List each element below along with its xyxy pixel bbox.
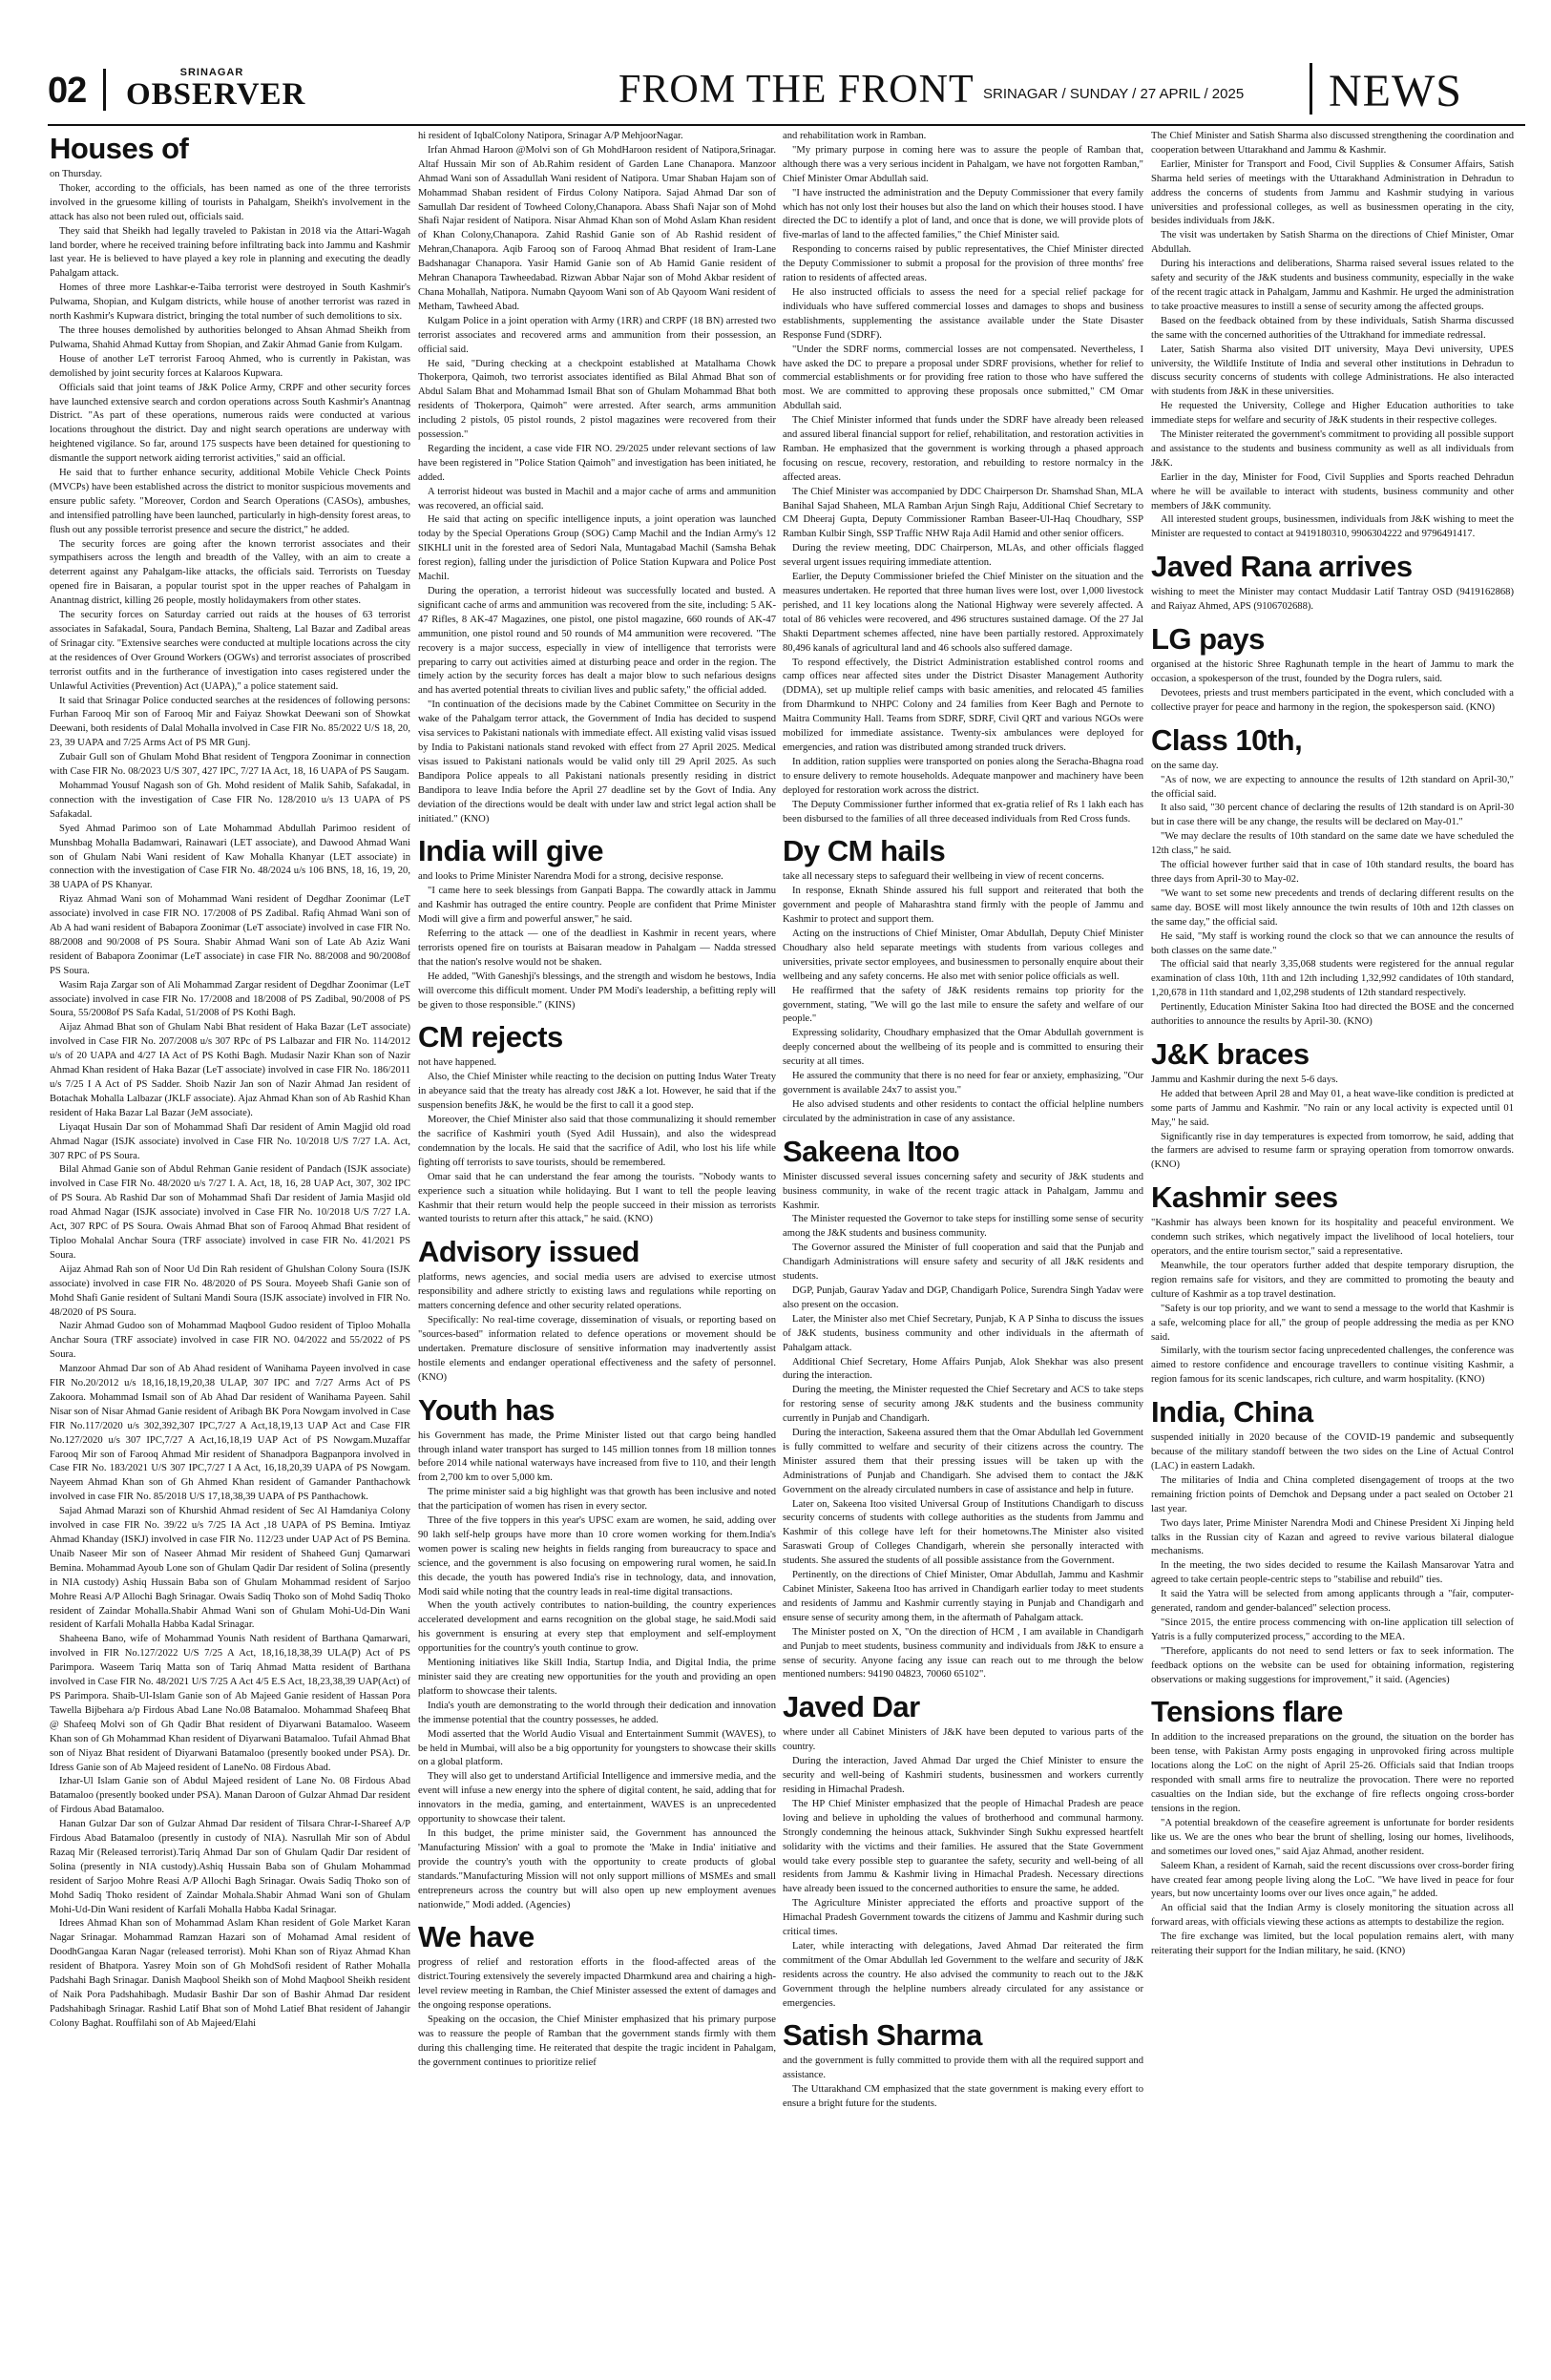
article	[50, 132, 410, 2032]
article-paragraph: Two days later, Prime Minister Narendra Modi and Chinese President Xi Jinping held talks in the Russian city of Kazan and agreed to revive various bilateral dialogue mechanisms.	[1151, 1517, 1514, 1557]
article-paragraph: on Thursday.	[50, 169, 103, 179]
article-paragraph: The Minister posted on X, "On the direction of HCM , I am available in Chandigarh and Punjab to meet students, business community and individuals from J&K to ensure a sense of security. Anyone facing any issue can reach out to me through the below mentioned numbers: 94190 04823, 70060 65102".	[783, 1626, 1143, 1681]
article-headline: India, China	[1151, 1395, 1313, 1430]
masthead-divider	[103, 69, 106, 111]
article-paragraph: "I came here to seek blessings from Ganpati Bappa. The cowardly attack in Jammu and Kashmir has outraged the entire country. People are confident that Prime Minister Modi will give a firm and powerful answer," he said.	[418, 886, 776, 926]
article-paragraph: The security forces on Saturday carried out raids at the houses of 63 terrorist associates in Safakadal, Soura, Pandach Bemina, Shalteng, Lal Bazar and Zadibal areas of Srinagar city. "Extensive searches were conducted at multiple locations across the city at the residences of Over Ground Workers (OGWs) and terrorist associates of proscribed terrorist outfits and in the furtherance of investigation into cases registered under the Unlawful Activities (Prevention) Act (UAPA)," a police statement said.	[50, 610, 410, 692]
article-paragraph: Moreover, the Chief Minister also said that those communalizing it should remember the sacrifice of Kashmiri youth (Syed Adil Hussain), and also the widespread condemnation by the locals. He said that the sacrifice of Adil, who lost his life while fighting off terrorists to save tourists, should be remembered.	[418, 1115, 776, 1168]
article-paragraph: Idrees Ahmad Khan son of Mohammad Aslam Khan resident of Gole Market Karan Nagar Srinagar. Mohammad Ramzan Hazari son of Mohamad Amal resident of DoodhGangaa Karan Nagar (released terrorist). Mohi Khan son of Riyaz Ahmad Khan resident of Bhatpora. Yasrey Moin son of Gh MohdSofi resident of Rather Mohalla Padshahi Bagh Srinagar. Danish Maqbool Sheikh son of Mohd Maqbool Sheikh resident of Naik Pora Padshahibagh. Mudasir Bashir Dar son of Bashir Ahmad Dar resident Padshahibagh Srinagar. Rashid Latif Bhat son of Mohd Latief Bhat resident of Jahangir Colony Baghat. Rouffilahi son of Ab Majeed/Elahi	[50, 1918, 410, 2029]
brand-name: OBSERVER	[126, 77, 306, 112]
article-paragraph: "Safety is our top priority, and we want to send a message to the world that Kashmir is a safe, welcoming place for all," the group of people addressing the media as per KNO said.	[1151, 1303, 1514, 1343]
dateline: SRINAGAR / SUNDAY / 27 APRIL / 2025	[983, 86, 1245, 102]
article-paragraph: platforms, news agencies, and social media users are advised to exercise utmost responsibility and adhere strictly to existing laws and regulations while reporting on matters concerning defence and other security related operations.	[418, 1272, 776, 1312]
article-paragraph: When the youth actively contributes to nation-building, the country experiences accelerated development and earns recognition on the global stage, he said.Modi said his government is ensuring at every step that employment and self-employment opportunities for the country's youth continue to grow.	[418, 1600, 776, 1655]
article-paragraph: progress of relief and restoration efforts in the flood-affected areas of the district.Touring extensively the severely impacted Dharmkund area and chairing a high-level review meeting in Ramban, the Chief Minister assessed the extent of damages and the ongoing response operations.	[418, 1957, 776, 2012]
article-paragraph: The prime minister said a big highlight was that growth has been inclusive and noted that the participation of women has risen in every sector.	[418, 1487, 776, 1513]
article-paragraph: The Minister reiterated the government's commitment to providing all possible support and assistance to the students and business community as well as all individuals from J&K.	[1151, 429, 1514, 469]
column-1	[50, 130, 410, 2344]
article-paragraph: "Since 2015, the entire process commencing with on-line application till selection of Yatris is a fully computerized process," according to the MEA.	[1151, 1617, 1514, 1642]
article-paragraph: It said the Yatra will be selected from among applicants through a "fair, computer-generated, random and gender-balanced" selection process.	[1151, 1589, 1514, 1615]
article-paragraph: Pertinently, on the directions of Chief Minister, Omar Abdullah, Jammu and Kashmir Cabinet Minister, Sakeena Itoo has arrived in Chandigarh earlier today to meet students and residents of Jammu and Kashmir currently staying in Punjab and Chandigarh and ensure sense of security among them, in the aftermath of Pahalgam attack.	[783, 1570, 1143, 1623]
article	[1151, 723, 1514, 1030]
article-paragraph: India's youth are demonstrating to the world through their dedication and innovation the immense potential that the country possesses, he added.	[418, 1700, 776, 1725]
article-paragraph: Three of the five toppers in this year's UPSC exam are women, he said, adding over 90 lakh self-help groups have more than 10 crore women working for them.India's women power is scaling new heights in fields ranging from bureaucracy to space and science, and the government is also focusing on empowering rural women, he said.In this decade, the youth has powered India's rise in technology, data, and innovation, Modi said while noting that the country leads in real-time digital transactions.	[418, 1515, 776, 1597]
article	[1151, 550, 1514, 615]
article-paragraph: Acting on the instructions of Chief Minister, Omar Abdullah, Deputy Chief Minister Choudhary also held separate meetings with students from various colleges and universities, private sector employees, and businessmen to personally enquire about their wellbeing and any safety concerns. He also met with senior police officials as well.	[783, 929, 1143, 982]
article-paragraph: He added that between April 28 and May 01, a heat wave-like condition is predicted at some parts of Jammu and Kashmir. "No rain or any local activity is expected until 01 May," he said.	[1151, 1088, 1514, 1128]
article-paragraph: A terrorist hideout was busted in Machil and a major cache of arms and ammunition was recovered, an official said.	[418, 486, 776, 511]
article-paragraph: Mohammad Yousuf Nagash son of Gh. Mohd resident of Malik Sahib, Safakadal, in connection with the investigation of Case FIR No. 128/2010 u/s 13 UAPA of PS Safakadal.	[50, 780, 410, 820]
article-paragraph: Regarding the incident, a case vide FIR NO. 29/2025 under relevant sections of law have been registered in "Police Station Qaimoh" and investigation has been initiated, he added.	[418, 443, 776, 483]
article-paragraph: Modi asserted that the World Audio Visual and Entertainment Summit (WAVES), to be held in Mumbai, will also be a big opportunity for youngsters to showcase their skills on a global platform.	[418, 1728, 776, 1768]
article-paragraph: To respond effectively, the District Administration established control rooms and camp offices near affected sites under the District Disaster Management Authority (DDMA), set up multiple relief camps with basic amenities, and relocated 45 families from Dharmkund to NHPC Colony and 24 families from Keer Bagh and Pernote to Maitra Community Hall. Teams from SDRF, SDRF, Civil QRT and various NGOs were mobilized for immediate assistance. Twenty-six ambulances were deployed for emergencies, and ration was distributed among stranded truck drivers.	[783, 657, 1143, 753]
article-paragraph: Liyaqat Husain Dar son of Mohammad Shafi Dar resident of Amin Magjid old road Ahmad Nagar (ISJK associate) involved in Case FIR No. 10/2018 U/S 7/27 I.A. Act, 307 RPC of PS Soura.	[50, 1121, 410, 1161]
article	[418, 1020, 776, 1227]
article-paragraph: The security forces are going after the known terrorist associates and their sympathisers across the length and breadth of the Valley, with an aim to create a deterrent against any Pahalgam-like attacks, the officials said. Terrorists on Tuesday opened fire in Baisaran, a popular tourist spot in the upper reaches of Pahalgam in Anantnag district, killing 26 people, mostly holidaymakers from other states.	[50, 538, 410, 607]
article-paragraph: Pertinently, Education Minister Sakina Itoo had directed the BOSE and the concerned authorities to announce the results by April-30. (KNO)	[1151, 1002, 1514, 1028]
article-paragraph: He said, "During checking at a checkpoint established at Matalhama Chowk Thokerpora, Qaimoh, two terrorist associates identified as Bilal Ahmad Bhat son of Abdul Salam Bhat and Mohammad Ismail Bhat son of Ghulam Mohammad Bhat both residents of Thokerpora, Qaimoh" were arrested. After search, arms ammunition including 2 pistols, 05 pistol rounds, 2 pistol magazines were recovered from their possession."	[418, 358, 776, 441]
article-paragraph: and the government is fully committed to provide them with all the required support and assistance.	[783, 2056, 1143, 2081]
article-paragraph: The Chief Minister and Satish Sharma also discussed strengthening the coordination and cooperation between Uttarakhand and Jammu & Kashmir.	[1151, 131, 1514, 156]
article-paragraph: Aijaz Ahmad Bhat son of Ghulam Nabi Bhat resident of Haka Bazar (LeT associate) involved in Case FIR No. 207/2008 u/s 307 RPc of PS Lalbazar and FIR No. 114/2012 u/s of 20 UAPA and 4/27 IA Act of PS Kothi Bagh. Mudasir Nazir Khan son of Nazir Ahmad Khan resident of Haka Bazar (LeT associate) involved in case FIR No. 186/2011 u/s 7/25 I A Act of PS Sadder. Shoib Nazir Jan son of Nazir Ahmad Jan resident of Botachak Mohalla Lalbazar (JKLF associate). Ajaz Ahmad Khan son of Ab Rashid Khan resident of Haka Bazar Lal Bazar (JeM associate).	[50, 1022, 410, 1118]
article-paragraph: suspended initially in 2020 because of the COVID-19 pandemic and subsequently because of the military standoff between the two sides on the Line of Actual Control (LAC) in eastern Ladakh.	[1151, 1432, 1514, 1472]
article-paragraph: where under all Cabinet Ministers of J&K have been deputed to various parts of the country.	[783, 1727, 1143, 1753]
article-paragraph: and rehabilitation work in Ramban.	[783, 131, 927, 141]
article-paragraph: An official said that the Indian Army is closely monitoring the situation across all forward areas, with officials viewing these actions as attempts to destabilize the region.	[1151, 1903, 1514, 1929]
article-paragraph: Also, the Chief Minister while reacting to the decision on putting Indus Water Treaty in abeyance said that the treaty has already cost J&K a lot. However, he said that if the suspension benefits J&K, he would be the first to call it a good step.	[418, 1072, 776, 1112]
article-paragraph: Thoker, according to the officials, has been named as one of the three terrorists involved in the gruesome killing of tourists in Pahalgam, Sheikh's involvement in the attack has also not been ruled out, officials said.	[50, 182, 410, 222]
article-paragraph: Devotees, priests and trust members participated in the event, which concluded with a collective prayer for peace and harmony in the region, the spokesperson said. (KNO)	[1151, 687, 1514, 713]
article-paragraph: Jammu and Kashmir during the next 5-6 days.	[1151, 1074, 1338, 1085]
article-paragraph: He added, "With Ganeshji's blessings, and the strength and wisdom he bestows, India will overcome this difficult moment. Under PM Modi's leadership, a befitting reply will be given to those responsible." (KINS)	[418, 971, 776, 1011]
article-paragraph: "In continuation of the decisions made by the Cabinet Committee on Security in the wake of the Pahalgam terror attack, the Government of India has decided to suspend visa services to Pakistani nationals with immediate effect. All existing valid visas issued by India to Pakistani nationals stand revoked with effect from 27 April 2025. Medical visas issued to Pakistani nationals would be valid only till 29 April 2025. As such Bandipora Police appeals to all Pakistani nationals presently residing in district Bandipora to leave India before the April 27 deadline set by the Govt of India. Any deviation of the directions would be dealt with under law and strict legal action shall be initiated." (KNO)	[418, 699, 776, 825]
article-paragraph: Homes of three more Lashkar-e-Taiba terrorist were destroyed in South Kashmir's Pulwama, Shopian, and Kulgam districts, while house of another terrorist was razed in north Kashmir's Kupwara district, bringing the total number of such demolitions to six.	[50, 282, 410, 323]
article-paragraph: The Chief Minister informed that funds under the SDRF have already been released and assured liberal financial support for relief, rehabilitation, and restoration activities in Ramban. He emphasized that the government is working through a phased approach focusing on rescue, recovery, restoration, and rebuilding to restore normalcy in the affected areas.	[783, 415, 1143, 483]
section-tag: NEWS	[1329, 66, 1462, 116]
article-paragraph: The militaries of India and China completed disengagement of troops at the two remaining friction points of Demchok and Depsang under a pact sealed on October 21 last year.	[1151, 1474, 1514, 1514]
article-paragraph: Earlier, Minister for Transport and Food, Civil Supplies & Consumer Affairs, Satish Sharma held series of meetings with the Uttarakhand Administration in Dehradun to address the concerns of students from Jammu and Kashmir studying in various universities and professional colleges, as well as businessmen operating in the city, besides individuals from J&K.	[1151, 158, 1514, 227]
article	[783, 834, 1143, 1126]
article-headline: Javed Dar	[783, 1690, 920, 1724]
article-headline: India will give	[418, 834, 604, 868]
column-3	[783, 130, 1143, 2344]
article-paragraph: He assured the community that there is no need for fear or anxiety, emphasizing, "Our government is available 24x7 to assist you."	[783, 1071, 1143, 1096]
article-paragraph: "We may declare the results of 10th standard on the same date we have scheduled the 12th class," he said.	[1151, 831, 1514, 857]
article-paragraph: Omar said that he can understand the fear among the tourists. "Nobody wants to experience such a situation while holidaying. But I want to tell the people leaving Kashmir that their return would help the people succeed in their mission as terrorists wanted tourists to return after this attack," he said. (KNO)	[418, 1171, 776, 1225]
article-paragraph: They said that Sheikh had legally traveled to Pakistan in 2018 via the Attari-Wagah land border, where he received training before infiltrating back into Jammu and Kashmir last year. He is believed to have played a key role in planning and executing the deadly Pahalgam attack.	[50, 225, 410, 280]
article-paragraph: Saleem Khan, a resident of Karnah, said the recent discussions over cross-border firing have created fear among people living along the LoC. "We have lived in peace for four years, but now uncertainty looms over our lives once again," he added.	[1151, 1860, 1514, 1900]
article-headline: Youth has	[418, 1392, 555, 1427]
article	[783, 2018, 1143, 2112]
article	[1151, 130, 1514, 542]
article-paragraph: It said that Srinagar Police conducted searches at the residences of following persons: Furhan Farooq Mir son of Farooq Mir and Faiyaz Showkat Deewani son of Showkat Deewani, both residents of Dalal Mohalla involved in Case FIR No. 85/2022 U/S 18, 20, 23, 39 UAPA and 7/25 Arms Act of PS MR Gunj.	[50, 695, 410, 749]
article-paragraph: In response, Eknath Shinde assured his full support and reiterated that both the government and people of Maharashtra stand firmly with the people of Jammu and Kashmir to protect and support them.	[783, 886, 1143, 926]
article-paragraph: Additional Chief Secretary, Home Affairs Punjab, Alok Shekhar was also present during the interaction.	[783, 1356, 1143, 1382]
article-paragraph: "I have instructed the administration and the Deputy Commissioner that every family which has not only lost their houses but also the land on which their houses stood. I have directed the DC to identify a plot of land, and once that is done, we will provide plots of five-marlas of land to the affected families," the Chief Minister said.	[783, 187, 1143, 241]
article-paragraph: The Governor assured the Minister of full cooperation and said that the Punjab and Chandigarh Administrations will ensure safety and security of all J&K residents and students.	[783, 1242, 1143, 1283]
article-paragraph: DGP, Punjab, Gaurav Yadav and DGP, Chandigarh Police, Surendra Singh Yadav were also present on the occasion.	[783, 1284, 1143, 1310]
article-paragraph: Later, Satish Sharma also visited DIT university, Maya Devi university, UPES university, the Wildlife Institute of India and several other institutions in Dehradun to discuss security concerns of students with college Administrations. He also interacted with students from J&K in these universities.	[1151, 344, 1514, 398]
article-headline: Tensions flare	[1151, 1695, 1343, 1729]
article-paragraph: The official however further said that in case of 10th standard results, the board has three days from April-30 to May-02.	[1151, 860, 1514, 885]
article-paragraph: Specifically: No real-time coverage, dissemination of visuals, or reporting based on "sources-based" information related to defence operations or movement should be undertaken. Premature disclosure of sensitive information may inadvertently assist hostile elements and endanger operational effectiveness and the safety of personnel. (KNO)	[418, 1315, 776, 1383]
brand-logo	[126, 67, 306, 112]
article-paragraph: Izhar-Ul Islam Ganie son of Abdul Majeed resident of Lane No. 08 Firdous Abad Batamaloo (presently booked under PSA). Manan Daroon of Gulzar Ahmad Dar resident of Firdous Abad Batamaloo.	[50, 1776, 410, 1816]
article-paragraph: Earlier, the Deputy Commissioner briefed the Chief Minister on the situation and the measures undertaken. He reported that three human lives were lost, over 1,000 livestock perished, and 11 key locations along the National Highway were severely affected. A total of 86 vehicles were recovered, and 496 structures sustained damage. Of the 27 Jal Shakti Department schemes affected, nine have been partially restored. Approximately 80,496 kanals of agricultural land and 46 schools also suffered damage.	[783, 572, 1143, 654]
article-paragraph: All interested student groups, businessmen, individuals from J&K wishing to meet the Minister are requested to contact at 9419180310, 9906304222 and 9796491417.	[1151, 514, 1514, 540]
article-headline: Class 10th,	[1151, 722, 1303, 757]
article	[1151, 1695, 1514, 1959]
article-paragraph: He also advised students and other residents to contact the official helpline numbers circulated by the administration in case of any assistance.	[783, 1098, 1143, 1124]
article-paragraph: take all necessary steps to safeguard their wellbeing in view of recent concerns.	[783, 871, 1104, 883]
article-paragraph: In the meeting, the two sides decided to resume the Kailash Mansarovar Yatra and agreed to take certain people-centric steps to "stabilise and rebuild" ties.	[1151, 1560, 1514, 1586]
article-paragraph: Earlier in the day, Minister for Food, Civil Supplies and Sports reached Dehradun where he will be available to interact with students, business community and other members of J&K community.	[1151, 471, 1514, 511]
article	[1151, 1180, 1514, 1388]
article-paragraph: Wasim Raja Zargar son of Ali Mohammad Zargar resident of Degdhar Zoonimar (LeT associate) involved in case FIR No. 17/2008 and 18/2008 of PS Zadibal, 90/2008 of PS Soura, 55/2008of PS Safa Kadal, 51/2008 of PS Kothi Bagh.	[50, 979, 410, 1019]
article-paragraph: Officials said that joint teams of J&K Police Army, CRPF and other security forces have launched extensive search and cordon operations across South Kashmir's Anantnag District. "As part of these operations, numerous raids were conducted at various locations throughout the district. Day and night search operations are underway with heightened vigilance. So far, around 175 suspects have been detained for questioning to dismantle the support network aiding terrorist activities," said an official.	[50, 382, 410, 465]
article	[418, 834, 776, 1013]
article-paragraph: Aijaz Ahmad Rah son of Noor Ud Din Rah resident of Ghulshan Colony Soura (ISJK associate) involved in case FIR No. 48/2020 of PS Soura. Moyeeb Shafi Ganie son of Mohd Shafi Ganie resident of Sultani Mandi Soura (ISJK associate) involved in FIR No. 48/2020 of PS Soura.	[50, 1263, 410, 1318]
article-headline: Kashmir sees	[1151, 1180, 1338, 1215]
article-paragraph: on the same day.	[1151, 760, 1219, 771]
article-paragraph: Riyaz Ahmad Wani son of Mohammad Wani resident of Degdhar Zoonimar (LeT associate) involved in case FIR NO. 17/2008 of PS Zadibal. Rafiq Ahmad Wani son of Ab A had wani resident of Babapora Zoonimar (LeT associate) involved in case FIR No. 88/2008 and 90/2008 of PS Soura. Shabir Ahmad Wani son of Late Ab Aziz Wani resident of Babapora Zoonimar (LeT associate) in case FIR No. 88/2008 and 90/2008of PS Soura.	[50, 894, 410, 976]
article	[418, 1920, 776, 2070]
article	[783, 1135, 1143, 1683]
article-paragraph: The fire exchange was limited, but the local population remains alert, with many reiterating their support for the Indian military, he said. (KNO)	[1151, 1931, 1514, 1957]
article-paragraph: Referring to the attack — one of the deadliest in Kashmir in recent years, where terrorists opened fire on tourists at Baisaran meadow in Pahalgam — Nadda stressed that the nation's resolve would not be shaken.	[418, 929, 776, 968]
article-paragraph: Shaheena Bano, wife of Mohammad Younis Nath resident of Barthana Qamarwari, involved in FIR No.127/2022 U/S 7/25 A Act, 18,16,18,38,39 ULA(P) Act of PS Parimpora. Waseem Tariq Matta son of Tariq Ahmad Matta resident of Barthana involved in Case FIR No. 48/2021 U/S 7/25 A Act 4/5 E.S Act, 18,23,38,39 UAP(Act) of PS Parimpora. Shaib-Ul-Islam Ganie son of Ab Majeed Ganie resident of Hassan Pora Tawella Bijbehara a/p Firdous Abad Lane No.08 Batamaloo. Mohammad Shafeeq Bhat @ Shafeeq Molvi son of Gh Qadir Bhat resident of Diyarwani Batamaloo. Waseem Khan son of Gh Mohammad Khan resident of Diyarwani Batamaloo. Tufail Ahmad Bhat son of Niyaz Bhat resident of Diyarwani Batamaloo (presently booked under PSA). Dr. Idress Ganie son of Ab Majeed resident of LaneNo. 08 Firdous Abad.	[50, 1634, 410, 1773]
article-paragraph: organised at the historic Shree Raghunath temple in the heart of Jammu to mark the occasion, a spokesperson of the trust, founded by the Dogra rulers, said.	[1151, 659, 1514, 684]
article-paragraph: The three houses demolished by authorities belonged to Ahsan Ahmad Sheikh from Pulwama, Shahid Ahmad Kuttay from Shopian, and Zakir Ahmad Ganie from Kulgam.	[50, 324, 410, 350]
article-paragraph: "As of now, we are expecting to announce the results of 12th standard on April-30," the official said.	[1151, 774, 1514, 800]
masthead-divider	[1310, 63, 1312, 115]
article-paragraph: Nazir Ahmad Gudoo son of Mohammad Maqbool Gudoo resident of Tiploo Mohalla Anchar Soura (TRF associate) involved in case FIR NO. 04/2022 and 55/2022 of PS Soura.	[50, 1321, 410, 1361]
article-paragraph: Mentioning initiatives like Skill India, Startup India, and Digital India, the prime minister said they are creating new opportunities for the youth and providing an open platform to showcase their talents.	[418, 1658, 776, 1697]
article-headline: Javed Rana arrives	[1151, 550, 1413, 584]
article-paragraph: It also said, "30 percent chance of declaring the results of 12th standard is on April-30 but in case there will be any change, the results will be declared on May-01."	[1151, 803, 1514, 828]
article-paragraph: He said that to further enhance security, additional Mobile Vehicle Check Points (MVCPs) have been established across the district to monitor suspicious movements and ensure public safety. "Moreover, Cordon and Search Operations (CASOs), ambushes, and intensified patrolling have been launched, particularly in high-density forest areas, to flush out any possible terrorist presence and secure the district," he added.	[50, 468, 410, 535]
article-paragraph: Later on, Sakeena Itoo visited Universal Group of Institutions Chandigarh to discuss security concerns of students with college authorities as the students from Jammu and Kashmir of this college have left for their hometowns.The Minister also visited Saraswati Group of Colleges Chandigarh, wherein she personally interacted with students. She assured the students of all possible assistance from the Government.	[783, 1498, 1143, 1567]
article-paragraph: Speaking on the occasion, the Chief Minister emphasized that his primary purpose was to reassure the people of Ramban that the government stands firmly with them during this challenging time. He reiterated that despite the tragic incident in Pahalgam, the government continues to prioritize relief	[418, 2015, 776, 2068]
article-paragraph: He said, "My staff is working round the clock so that we can announce the results of both classes on the same date."	[1151, 930, 1514, 956]
masthead	[48, 61, 1525, 120]
brand-city: SRINAGAR	[179, 67, 244, 78]
article-paragraph: House of another LeT terrorist Farooq Ahmed, who is currently in Pakistan, was demolished by joint security forces at Kalaroos Kupwara.	[50, 353, 410, 379]
article-paragraph: "Therefore, applicants do not need to send letters or fax to seek information. The feedback options on the website can be used for obtaining information, registering observations or making suggestions for improvement," it said. (Agencies)	[1151, 1645, 1514, 1685]
article-paragraph: Syed Ahmad Parimoo son of Late Mohammad Abdullah Parimoo resident of Munshbag Mohalla Badamwari, Rainawari (LET associate), and Dawood Ahmad Wani son of Ghulam Nabi Wani resident of Kaw Mohalla Khanyar (LET associate) in connection with the investigation of Case FIR No. 48/2024 u/s 106 BNS, 18, 16, 19, 20, 38 UAPA of PS Khanyar.	[50, 823, 410, 891]
section-title: FROM THE FRONT	[618, 68, 975, 112]
article-paragraph: In addition to the increased preparations on the ground, the situation on the border has been tense, with Pakistan Army posts engaging in unprovoked firing across multiple locations along the LoC on the night of April 25-26. Officials said that Indian troops responded with small arms fire to neutralize the provocation. There were no reported casualties on the Indian side, but the exchange of fire reflects ongoing cross-border tensions in the region.	[1151, 1732, 1514, 1814]
article-paragraph: Later, while interacting with delegations, Javed Ahmad Dar reiterated the firm commitment of the Omar Abdullah led Government to the welfare and security of J&K residents across the country. He also advised the community to reach out to the J&K Government through the helpline numbers already circulated for any assistance or emergencies.	[783, 1940, 1143, 2009]
article-paragraph: and looks to Prime Minister Narendra Modi for a strong, decisive response.	[418, 871, 723, 883]
column-2	[418, 130, 776, 2344]
article-paragraph: Hanan Gulzar Dar son of Gulzar Ahmad Dar resident of Tilsara Chrar-I-Shareef A/P Firdous Abad Batamaloo (presently in custody of NIA). Nasrullah Mir son of Abdul Razaq Mir (Released terrorist).Tariq Ahmad Dar son of Ghulam Qadir Dar resident of Solina (presently in NIA custody).Ashiq Hussain Baba son of Ghulam Mohammad resident of Sarjoo Mohre Reasi A/P Allochi Bagh Srinagar. Owais Sadiq Thoko son of Mohd Sadiq Thoko resident of Zaindar Mohala.Shabir Ahmad Wani son of Ghulam Mohi-Ud-Din Wani resident of Karfali Mohalla Habba Kadal Srinagar.	[50, 1819, 410, 1915]
article	[418, 1235, 776, 1385]
article-headline: CM rejects	[418, 1020, 563, 1054]
article	[418, 130, 776, 826]
article-paragraph: wishing to meet the Minister may contact Muddasir Latif Tantray OSD (9419162868) and Raiyaz Ahmed, APS (9106702688).	[1151, 587, 1514, 613]
article	[1151, 1395, 1514, 1687]
article-paragraph: During the meeting, the Minister requested the Chief Secretary and ACS to take steps for restoring sense of security among J&K students and the business community currently in Punjab and Chandigarh.	[783, 1385, 1143, 1425]
article-headline: Houses of	[50, 132, 189, 165]
article-paragraph: Responding to concerns raised by public representatives, the Chief Minister directed the Deputy Commissioner to submit a proposal for the provision of three months' free ration to residents of affected areas.	[783, 244, 1143, 284]
article	[783, 1690, 1143, 2011]
article-paragraph: Irfan Ahmad Haroon @Molvi son of Gh MohdHaroon resident of Natipora,Srinagar. Altaf Hussain Mir son of Ab.Rahim resident of Garden Lane Chanapora. Manzoor Ahmad Wani son of Assadullah Wani resident of Natipora. Umar Shaban Hajam son of Mohammad Shaban resident of Firdus Colony Natipora. Sajad Ahmad Dar son of Samullah Dar resident of Towheed Colony,Chanapora. Abass Shafi Najar son of Mohd Shafi Najar resident of Natipora. Nisar Ahmad Khan son of Mohd Aslam Khan resident of Khan Colony,Chanapora. Zahid Rashid Ganie son of Ab Rashid resident of Mehran,Chanapora. Aqib Farooq son of Farooq Ahmad Bhat resident of Iram-Lane Badshanagar Chanapora. Yasir Hamid Ganie son of Ab Hamid Ganie resident of Mehran Chanapora Tawheedabad. Rizwan Abbar Najar son of Mohd Akbar resident of Chana Mohallah, Natipora. Numabn Qayoom Wani son of Ab Qayoom Wani resident of Metham, Tawheed Abad.	[418, 144, 776, 312]
article-paragraph: The Deputy Commissioner further informed that ex-gratia relief of Rs 1 lakh each has been disbursed to the families of all three deceased individuals from Red Cross funds.	[783, 799, 1143, 825]
article-headline: Satish Sharma	[783, 2018, 982, 2053]
article-headline: Dy CM hails	[783, 834, 946, 868]
article-paragraph: Manzoor Ahmad Dar son of Ab Ahad resident of Wanihama Payeen involved in case FIR No.20/2012 u/s 18,16,18,19,20,38 ULAP, 307 IPC and 7/27 Arms Act of PS Zakoora. Mohammad Ismail son of Ab Ahad Dar resident of Wanihama Payeen. Sahil Nisar son of Nisar Ahmad Ganie resident of Aribagh BK Pora Nowgam involved in Case FIR No.117/2020 u/s 302,392,307 IPC,7/27 A Act,18,19,13 UAP Act and Case FIR No.127/2020 u/s 307 IPC,7/27 A Act,16,18,19 UAP Act of PS Nowgam.Muzaffar Farooq Mir son of Farooq Ahmad Mir resident of Shanadpora Bagpanpora involved in Case FIR No. 183/2021 U/S 307 IPC,7/27 I A Act, 16,18,20,39 UAPA of PS Nowgam. Nayeem Ahmad Khan son of Gh Ahmed Khan resident of Gamander Panthachowk involved in case FIR No. 85/2018 U/S 17,18,38,39 UAPA of PS Panthachowk.	[50, 1364, 410, 1503]
article-paragraph: not have happened.	[418, 1057, 497, 1069]
article-paragraph: Meanwhile, the tour operators further added that despite temporary disruption, the region remains safe for visitors, and they are committed to promoting the beauty and culture of Kashmir as a top travel destination.	[1151, 1261, 1514, 1300]
article-paragraph: Significantly rise in day temperatures is expected from tomorrow, he said, adding that the farmers are advised to resume farm or spraying operation from tomorrow onwards. (KNO)	[1151, 1131, 1514, 1171]
article-paragraph: During the operation, a terrorist hideout was successfully located and busted. A significant cache of arms and ammunition was recovered from the site, including: 5 AK-47 Rifles, 8 AK-47 Magazines, one pistol, one pistol magazine, 660 rounds of AK-47 ammunition, one pistol round and 50 rounds of M4 ammunition were recovered. "The recovery is a major success, especially in view of intelligence that terrorists were preparing to carry out activities aimed at disturbing peace and order in the region. The timely action by the security forces has dealt a major blow to such nefarious designs and has averted potential threats to civilian lives and public safety," the official added.	[418, 586, 776, 697]
article-paragraph: Zubair Gull son of Ghulam Mohd Bhat resident of Tengpora Zoonimar in connection with Case FIR No. 08/2023 U/S 307, 427 IPC, 7/27 IA Act, 18, 16 UAPA of PS Saugam.	[50, 752, 410, 778]
article-paragraph: The Uttarakhand CM emphasized that the state government is making every effort to ensure a bright future for the students.	[783, 2084, 1143, 2110]
article-headline: J&K braces	[1151, 1036, 1310, 1071]
article-paragraph: his Government has made, the Prime Minister listed out that cargo being handled through inland water transport has surged to 145 million tonnes from 18 million tonnes before 2014 while national waterways have increased from five to 110, and their length from 2,700 km to over 5,000 km.	[418, 1430, 776, 1484]
article-paragraph: Minister discussed several issues concerning safety and security of J&K students and business community, in wake of the recent tragic attack in Pahalgam, Jammu and Kashmir.	[783, 1171, 1143, 1211]
article-paragraph: "We want to set some new precedents and trends of declaring different results on the same day. BOSE will most likely announce the twin results of 10th and 12th classes on the same day," the official said.	[1151, 887, 1514, 928]
article	[1151, 622, 1514, 716]
column-4	[1151, 130, 1514, 2344]
article-paragraph: The official said that nearly 3,35,068 students were registered for the annual regular examination of class 10th, 11th and 12th including 1,32,992 candidates of 10th standard, 1,20,678 in 11th standard and 1,02,298 students of 12th standard respectively.	[1151, 959, 1514, 999]
article-paragraph: During his interactions and deliberations, Sharma raised several issues related to the safety and security of the J&K students and business community, especially in the wake of the recent tragic attack in Pahalgam, Jammu and Kashmir. He urged the administration to take proactive measures to instill a sense of security among the affected groups.	[1151, 259, 1514, 312]
article-paragraph: Sajad Ahmad Marazi son of Khurshid Ahmad resident of Sec Al Hamdaniya Colony involved in case FIR No. 39/22 u/s 7/25 IA Act ,18 UAPA of PS Bemina. Imtiyaz Ahmad Khanday (ISKJ) involved in case FIR No. 112/23 under UAP Act of PS Bemina. Unaib Naseer Mir son of Naseer Ahmad Mir resident of Shaheed Gunj Qamarwari Bemina. Mohammad Ayoub Lone son of Ghulam Qadir Dar resident of Solina (presently in NIA custody) Ashiq Hussain Baba son of Ghulam Mohammad resident of Sarjoo Mohre Reasi A/P Allochi Bagh Srinagar. Owais Sadiq Thoko son of Mohd Sadiq Thoko resident of Zaindar Mohalla.Shabir Ahmad Wani son of Ghulam Mohi-Ud-Din Wani resident of Karfali Mohalla Habba Kadal Srinagar.	[50, 1506, 410, 1631]
article-paragraph: Similarly, with the tourism sector facing unprecedented challenges, the conference was aimed to restore confidence and encourage travellers to continue visiting Kashmir, a region famous for its scenic landscapes, rich culture, and warm hospitality. (KNO)	[1151, 1346, 1514, 1386]
article-paragraph: Expressing solidarity, Choudhary emphasized that the Omar Abdullah government is deeply concerned about the wellbeing of its people and is committed to ensuring their security at all times.	[783, 1028, 1143, 1068]
article-headline: We have	[418, 1920, 534, 1954]
article-paragraph: Kulgam Police in a joint operation with Army (1RR) and CRPF (18 BN) arrested two terrorist associates and recovered arms and ammunition from their possession, an official said.	[418, 315, 776, 355]
article-paragraph: The visit was undertaken by Satish Sharma on the directions of Chief Minister, Omar Abdullah.	[1151, 230, 1514, 256]
article-paragraph: The Minister requested the Governor to take steps for instilling some sense of security among the J&K students and business community.	[783, 1214, 1143, 1240]
article-paragraph: "Kashmir has always been known for its hospitality and peaceful environment. We condemn such strikes, which negatively impact the livelihood of local hoteliers, tour operators, and the entire tourism sector," said a representative.	[1151, 1218, 1514, 1258]
page-number: 02	[48, 71, 87, 111]
article-paragraph: "Under the SDRF norms, commercial losses are not compensated. Nevertheless, I have asked the DC to prepare a proposal under SDRF provisions, whether for relief to commercial establishments or for providing free ration to those who have suffered the most. We are committed to approving these proposals once submitted," CM Omar Abdullah said.	[783, 344, 1143, 412]
article-paragraph: The Chief Minister was accompanied by DDC Chairperson Dr. Shamshad Shan, MLA Banihal Sajad Shaheen, MLA Ramban Arjun Singh Raju, Additional Chief Secretary to CM Dheeraj Gupta, Deputy Commissioner Ramban Baseer-Ul-Haq Choudhary, SSP Ramban Kulbir Singh, SSP Traffic NHW Raja Adil Hamid and other senior officers.	[783, 486, 1143, 540]
article-paragraph: He said that acting on specific intelligence inputs, a joint operation was launched today by the Special Operations Group (SOG) Camp Machil and the Indian Army's 12 SIKHLI unit in the forested area of Sedori Nala, Muntagabad Machil (Samsha Behak forest region), falling under the jurisdiction of Police Station Kupwara and Police Post Machil.	[418, 514, 776, 583]
article-paragraph: Later, the Minister also met Chief Secretary, Punjab, K A P Sinha to discuss the issues of J&K students, business community and other individuals in the aftermath of Pahalgam attack.	[783, 1313, 1143, 1353]
masthead-rule	[48, 124, 1525, 126]
article-paragraph: Based on the feedback obtained from by these individuals, Satish Sharma discussed the same with the concerned authorities of the Uttrakhand for immediate redressal.	[1151, 315, 1514, 341]
article-paragraph: The HP Chief Minister emphasized that the people of Himachal Pradesh are peace loving and believe in upholding the values of brotherhood and communal harmony. Strongly condemning the heinous attack, Sukhvinder Singh Sukhu expressed heartfelt solidarity with the victims and their families. He assured that the State Government would take every possible step to guarantee the safety, security and well-being of all residents from Jammu & Kashmir living in Himachal Pradesh. Necessary directions have already been issued to the concerned authorities to ensure the same, he added.	[783, 1798, 1143, 1895]
article-headline: Advisory issued	[418, 1235, 639, 1269]
article-paragraph: During the interaction, Javed Ahmad Dar urged the Chief Minister to ensure the security and well-being of Kashmiri students, businessmen and workers currently residing in Himachal Pradesh.	[783, 1756, 1143, 1795]
article-paragraph: In this budget, the prime minister said, the Government has announced the 'Manufacturing Mission' with a goal to promote the 'Make in India' initiative and provide the country's youth with the opportunity to create products of global standards."Manufacturing Mission will not only support millions of MSMEs and small entrepreneurs across the country but will also open up new employment avenues nationwide," Modi added. (Agencies)	[418, 1827, 776, 1910]
article-headline: Sakeena Itoo	[783, 1134, 960, 1168]
article-paragraph: During the interaction, Sakeena assured them that the Omar Abdullah led Government is fully committed to welfare and security of their citizens across the country. The Minister assured them that their pressing issues will be taken up with the Administrations of Punjab and Chandigarh. She advised them to contact the J&K Government on the already circulated numbers in case of assistance and help in future.	[783, 1428, 1143, 1495]
article-paragraph: In addition, ration supplies were transported on ponies along the Seracha-Bhagna road to ensure delivery to remote households. Adequate manpower and machinery have been deployed for restoration work across the district.	[783, 756, 1143, 796]
article-paragraph: They will also get to understand Artificial Intelligence and immersive media, and the event will infuse a new energy into the sphere of digital content, he said, adding that for innovators in the media, gaming, and entertainment, WAVES is an unprecedented opportunity to showcase their talent.	[418, 1771, 776, 1826]
article-paragraph: The Agriculture Minister appreciated the efforts and proactive support of the Himachal Pradesh Government towards the citizens of Jammu and Kashmir during such critical times.	[783, 1898, 1143, 1938]
article-paragraph: hi resident of IqbalColony Natipora, Srinagar A/P MehjoorNagar.	[418, 131, 683, 141]
article-paragraph: During the review meeting, DDC Chairperson, MLAs, and other officials flagged several urgent issues requiring immediate attention.	[783, 543, 1143, 569]
article-paragraph: "My primary purpose in coming here was to assure the people of Ramban that, although there was a very serious incident in Pahalgam, we have not forgotten Ramban," Chief Minister Omar Abdullah said.	[783, 144, 1143, 184]
article-paragraph: He also instructed officials to assess the need for a special relief package for individuals who have suffered commercial losses and damages to shops and business establishments, supplementing the assistance available under the State Disaster Response Fund (SDRF).	[783, 286, 1143, 341]
article	[418, 1393, 776, 1913]
article-paragraph: Bilal Ahmad Ganie son of Abdul Rehman Ganie resident of Pandach (ISJK associate) involved in Case FIR No. 48/2020 u/s 7/27 I. A. Act, 18, 16, 28 UAP Act, 307, 302 IPC of PS Soura. Ab Rashid Dar son of Mohammad Shafi Dar resident of Jamia Masjid old road Ahmad Nagar (ISJK associate) involved in Case FIR No. 10/2018 U/S 7/27 I.A. Act, 307 RPC of PS Soura. Owais Ahmad Bhat son of Farooq Ahmad Bhat resident of Tiploo Mohalal Anchar Soura (TRF associate) involved in case FIR No. 41/2021 PS Soura.	[50, 1164, 410, 1261]
article	[783, 130, 1143, 826]
article	[1151, 1037, 1514, 1173]
article-paragraph: "A potential breakdown of the ceasefire agreement is unfortunate for border residents like us. We are the ones who bear the brunt of shelling, losing our homes, livelihoods, and sometimes our loved ones," said Ajaz Ahmad, another resident.	[1151, 1817, 1514, 1857]
article-paragraph: He requested the University, College and Higher Education authorities to take immediate steps for welfare and security of J&K students in their respective colleges.	[1151, 401, 1514, 427]
article-paragraph: He reaffirmed that the safety of J&K residents remains top priority for the government, stating, "We will go the last mile to ensure the safety and welfare of our people."	[783, 985, 1143, 1025]
article-headline: LG pays	[1151, 622, 1265, 657]
